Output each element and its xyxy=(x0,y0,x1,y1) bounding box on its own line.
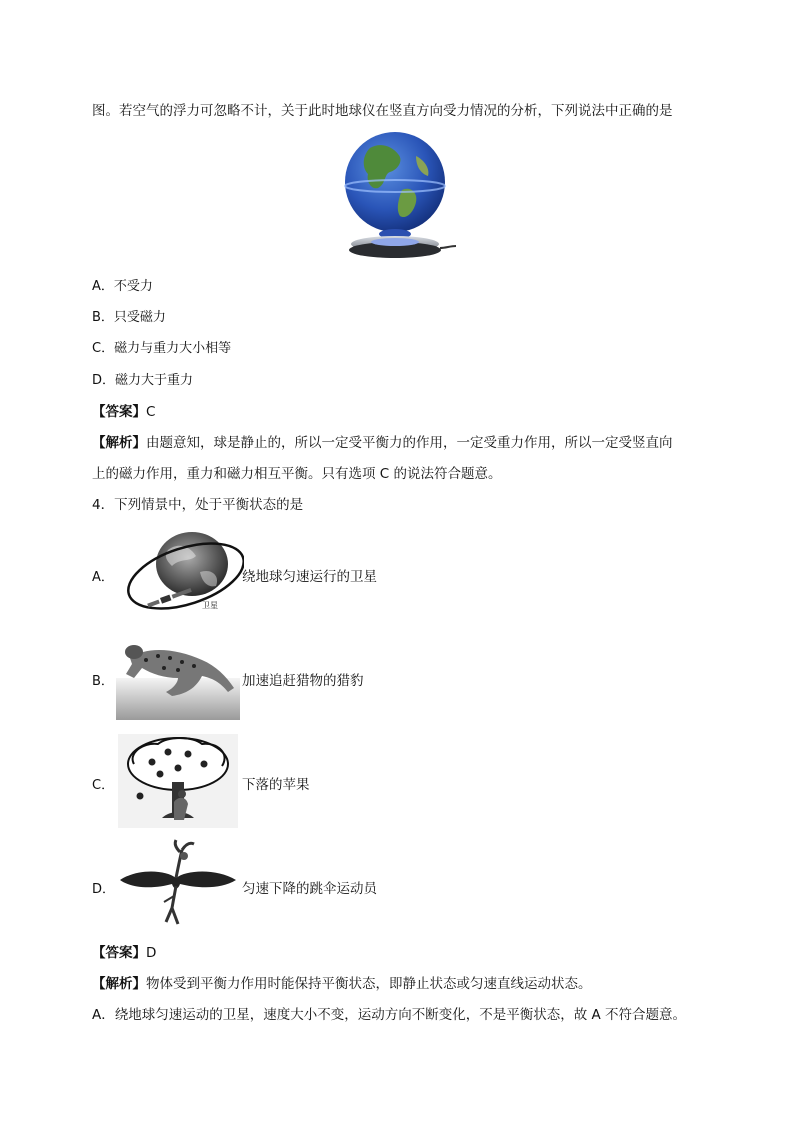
question-4-stem: 4．下列情景中，处于平衡状态的是 xyxy=(92,497,304,513)
apple-tree-image xyxy=(118,734,238,828)
answer-value: C xyxy=(146,404,156,420)
satellite-image-label: 卫星 xyxy=(202,601,218,610)
q4-option-a-caption: 绕地球匀速运行的卫星 xyxy=(242,569,377,585)
option-d: D．磁力大于重力 xyxy=(92,373,194,388)
q4-option-b-label: B． xyxy=(92,674,114,689)
q4-answer-value: D xyxy=(146,945,157,961)
q4-answer-tag: 【答案】 xyxy=(92,945,146,961)
analysis-line-1: 【解析】由题意知，球是静止的，所以一定受平衡力的作用，一定受重力作用，所以一定受竖直向 xyxy=(92,435,673,451)
question-stem-continuation: 图。若空气的浮力可忽略不计，关于此时地球仪在竖直方向受力情况的分析，下列说法中正确的是 xyxy=(92,103,673,119)
option-a: A．不受力 xyxy=(92,279,153,294)
option-c: C．磁力与重力大小相等 xyxy=(92,341,232,356)
q4-option-c-label: C． xyxy=(92,778,115,793)
q4-option-a-label: A． xyxy=(92,570,114,585)
option-b: B．只受磁力 xyxy=(92,310,166,325)
q4-analysis-line-2: A．绕地球匀速运动的卫星，速度大小不变，运动方向不断变化，不是平衡状态，故 A 不符合题意。 xyxy=(92,1007,687,1023)
q4-option-b-caption: 加速追赶猎物的猎豹 xyxy=(242,673,364,689)
q4-option-d-caption: 匀速下降的跳伞运动员 xyxy=(242,881,377,897)
satellite-orbit-image xyxy=(120,528,244,614)
cheetah-image xyxy=(116,638,240,720)
parachutist-image xyxy=(116,838,240,930)
maglev-globe-image xyxy=(332,130,462,264)
analysis-line-2: 上的磁力作用，重力和磁力相互平衡。只有选项 C 的说法符合题意。 xyxy=(92,466,502,482)
q4-option-c-caption: 下落的苹果 xyxy=(242,777,310,793)
q4-option-d-label: D． xyxy=(92,882,116,897)
answer-line xyxy=(92,403,155,421)
q4-analysis-line-1: 【解析】物体受到平衡力作用时能保持平衡状态，即静止状态或匀速直线运动状态。 xyxy=(92,976,592,992)
q4-answer-line xyxy=(92,944,156,962)
q4-analysis-tag: 【解析】 xyxy=(92,976,146,992)
answer-tag: 【答案】 xyxy=(92,404,146,420)
analysis-tag: 【解析】 xyxy=(92,435,146,451)
